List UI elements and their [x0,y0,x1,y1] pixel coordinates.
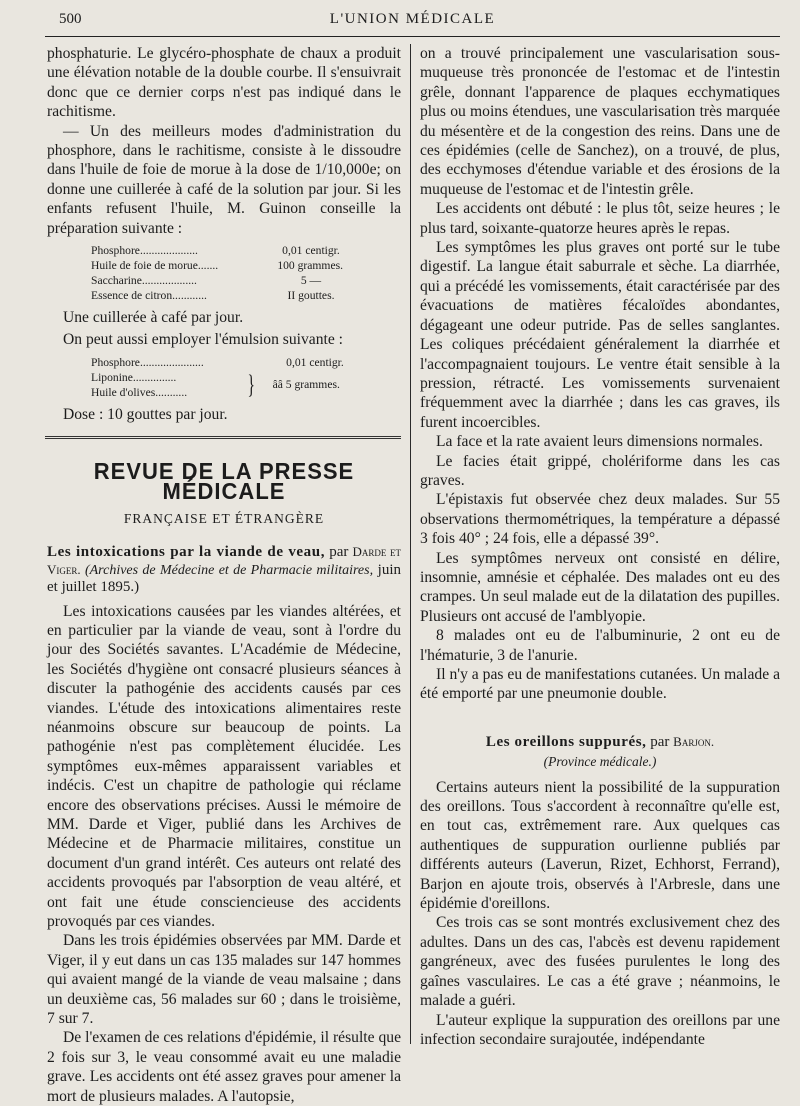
left-column [47,44,401,1106]
recipe-row: Huile de foie de morue....... 100 grammes. [91,259,343,273]
paragraph: De l'examen de ces relations d'épidémie, il résulte que 2 fois sur 3, le veau consommé avait eu une maladie grave. Les accidents ont été assez graves pour amener la mort de plusieurs malades. A l'autopsie, [47,1029,401,1105]
paragraph: Certains auteurs nient la possibilité de la suppuration des oreillons. Tous s'accordent à reconnaître qu'elle est, en tout cas, extrêmement rare. Aux quelques cas authentiques de suppuration ourlienne publiés par différents auteurs (Laverun, Rizet, Echhorst, Ferrand), Barjon en ajoute trois, observés à l'Arbresle, dans une épidémie d'oreillons. [420,778,780,913]
paragraph: Les symptômes les plus graves ont porté sur le tube digestif. La langue était saburrale et sèche. La diarrhée, qui a précédé les vomissements, était caractérisée par des évacuations de matières fécaloïdes abondantes, dégageant une odeur putride. Pas de selles sanglantes. Les coliques précédaient généralement la diarrhée et l'accompagnaient toujours. Le ventre était sensible à la pression, rétracté. Les vomissements survenaient fréquemment avec la diarrhée ; dans les cas graves, ils furent incoercibles. [420,239,780,431]
paragraph: 8 malades ont eu de l'albuminurie, 2 ont eu de l'hématurie, 3 de l'anurie. [420,627,780,664]
column-divider [410,44,411,1044]
paragraph: Une cuillerée à café par jour. [63,309,244,327]
paragraph: La face et la rate avaient leurs dimensions normales. [436,433,763,451]
paragraph: Le facies était grippé, cholériforme dans les cas graves. [420,452,780,489]
recipe-row: Phosphore...................... 0,01 centigr. [91,355,344,369]
section-title: REVUE DE LA PRESSE MÉDICALE [93,458,355,505]
paragraph: phosphaturie. Le glycéro-phosphate de chaux a produit une élévation notable de la double courbe. Il s'ensuivrait donc que ce dernier corps n'est pas indiqué dans le rachitisme. [47,45,401,121]
article-source: (Province médicale.) [543,754,657,770]
page-header [45,8,780,37]
paragraph: L'épistaxis fut observée chez deux malades. Sur 55 observations thermométriques, la température a dépassé 3 fois 40° ; 24 fois, elle a dépassé 39°. [420,491,780,548]
section-divider [45,436,401,442]
paragraph: Les intoxications causées par les viandes altérées, et en particulier par la viande de veau, sont à l'ordre du jour des Sociétés savantes. L'Académie de Médecine, les Sociétés d'hygiène ont consacré plusieurs séances à discuter la pathogénie des accidents causés par ces viandes. L'étude des intoxications alimentaires reste néanmoins obscure sur beaucoup de points. La pathogénie n'est pas complètement élucidée. Les symptômes eux-mêmes apparaissent variables et indécis. C'est un chapitre de pathologie qui réclame encore des observations précises. Aussi le mémoire de MM. Darde et Viger, publié dans les Archives de Médecine et de Pharmacie militaires, constitue un document d'un grand intérêt. Ces auteurs ont relaté des accidents provoqués par l'absorption de veau altéré, et ont fait une étude consciencieuse des accidents provoqués par ces viandes. [47,602,401,930]
recipe-group: Liponine............... Huile d'olives........... } ââ 5 grammes. [91,369,340,399]
right-column [420,44,780,1049]
paragraph: Les accidents ont débuté : le plus tôt, seize heures ; le plus tard, soixante-quatorze heures après le repas. [420,200,780,237]
brace-icon: } [247,369,255,399]
article-heading: Les intoxications par la viande de veau, par Darde et Viger. (Archives de Médecine et de Pharmacie militaires, juin et juillet 1895.) [47,543,401,595]
paragraph: Dans les trois épidémies observées par MM. Darde et Viger, il y eut dans un cas 135 malades sur 147 hommes qui avaient mangé de la viande de veau malsaine ; dans un deuxième cas, 56 malades sur 60 ; dans le troisième, 7 sur 7. [47,932,401,1028]
running-title: L'UNION MÉDICALE [329,11,496,27]
article-heading: Les oreillons suppurés, par Barjon. [485,733,715,750]
paragraph: — Un des meilleurs modes d'administration du phosphore, dans le rachitisme, consiste à le dissoudre dans l'huile de foie de morue à la dose de 1/10,000e; on donne une cuillerée à café de la solution par jour. Si les enfants refusent l'huile, M. Guinon conseille la préparation suivante : [47,122,401,237]
paragraph: On peut aussi employer l'émulsion suivante : [63,331,343,349]
paragraph: Les symptômes nerveux ont consisté en délire, insomnie, amnésie et céphalée. Des malades ont eu des crampes. Un seul malade eut de la dilatation des pupilles. Plusieurs ont accusé de l'amblyopie. [420,549,780,625]
paragraph: Ces trois cas se sont montrés exclusivement chez des adultes. Dans un des cas, l'abcès est devenu rapidement gangréneux, avec des fusées purulentes le long des gaînes vasculaires. Le cas a été grave ; néanmoins, le malade a guéri. [420,914,780,1010]
recipe-row: Essence de citron............ II gouttes. [91,289,335,303]
recipe-row: Phosphore.................... 0,01 centigr. [91,244,340,258]
recipe-table [91,243,343,303]
paragraph: L'auteur explique la suppuration des oreillons par une infection secondaire surajoutée, indépendante [420,1011,780,1048]
paragraph: Dose : 10 gouttes par jour. [63,405,228,423]
paragraph: Il n'y a pas eu de manifestations cutanées. Un malade a été emporté par une pneumonie double. [420,666,780,703]
page-number: 500 [59,11,82,27]
section-subtitle: FRANÇAISE ET ÉTRANGÈRE [123,511,325,527]
emulsion-table [91,355,351,400]
paragraph: on a trouvé principalement une vascularisation sous-muqueuse très prononcée de l'estomac et de l'intestin grêle, donnant l'apparence de plaques ecchymatiques plus ou moins étendues, une vascularisation très marquée du mésentère et de la congestion des reins. Dans une de ces épidémies (celle de Sanchez), on a trouvé, de plus, des ecchymoses d'étendue variable et des érosions de la muqueuse de l'estomac et de l'intestin grêle. [420,45,780,198]
recipe-row: Saccharine................... 5 — [91,274,322,288]
